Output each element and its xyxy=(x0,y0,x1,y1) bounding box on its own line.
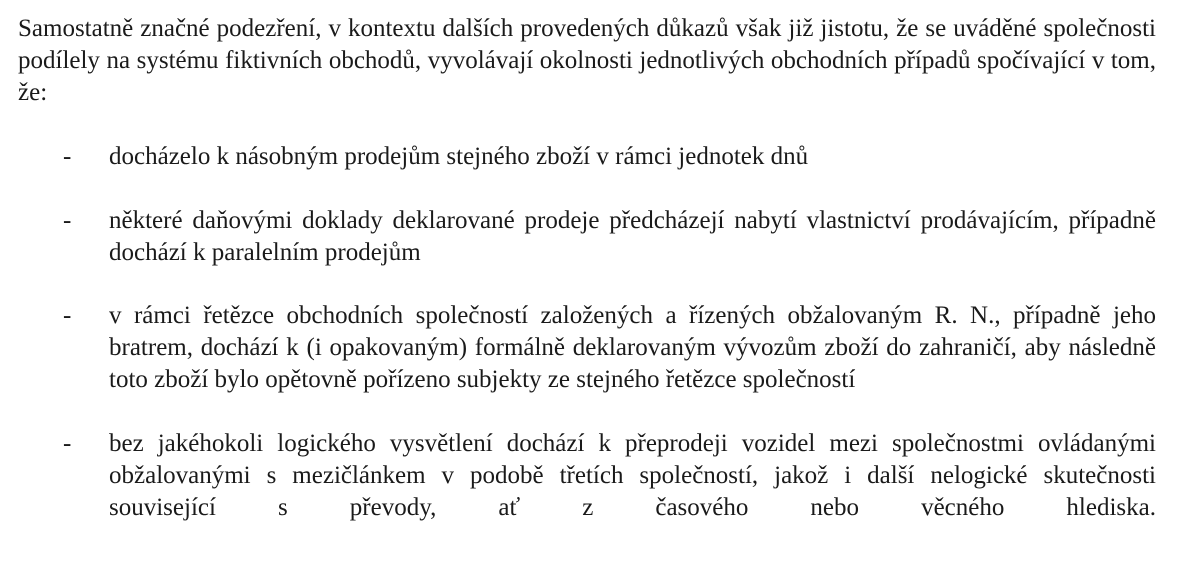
list-item xyxy=(18,428,1156,524)
bullet-dash: - xyxy=(63,207,72,234)
list-item xyxy=(18,205,1156,269)
list-item-text: některé daňovými doklady deklarované prodeje předcházejí nabytí vlastnictví prodávajícím, případně dochází k paralelním prodejům xyxy=(109,207,1156,266)
list-item-text: docházelo k násobným prodejům stejného zboží v rámci jednotek dnů xyxy=(109,143,809,170)
bullet-dash: - xyxy=(63,302,72,329)
list-item-text: v rámci řetězce obchodních společností založených a řízených obžalovaným R. N., případně jeho bratrem, dochází k (i opakovaným) formálně deklarovaným vývozům zboží do zahraničí, aby následně toto zboží bylo opětovně pořízeno subjekty ze stejného řetězce společností xyxy=(109,302,1156,393)
bullet-dash: - xyxy=(63,143,72,170)
list-item xyxy=(18,300,1156,396)
document-page xyxy=(18,13,1156,524)
list-item-text: bez jakéhokoli logického vysvětlení dochází k přeprodeji vozidel mezi společnostmi ovládanými obžalovanými s mezičlánkem v podobě třetích společností, jakož i další nelogické skutečnosti související s převody, ať z časového nebo věcného hlediska. xyxy=(109,430,1156,521)
intro-paragraph: Samostatně značné podezření, v kontextu dalších provedených důkazů však již jistotu, že se uváděné společnosti podílely na systému fiktivních obchodů, vyvolávají okolnosti jednotlivých obchodních případů spočívající v tom, že: xyxy=(18,15,1156,106)
list-item xyxy=(18,141,1156,173)
bullet-list xyxy=(18,141,1156,524)
bullet-dash: - xyxy=(63,430,72,457)
